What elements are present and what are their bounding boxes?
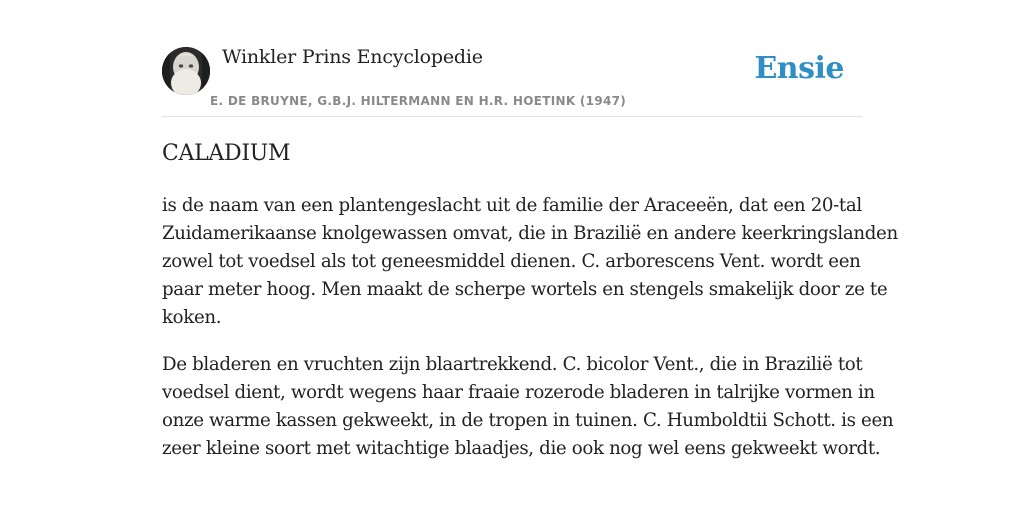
article-paragraph-1	[162, 192, 898, 332]
paragraph-line: De bladeren en vruchten zijn blaartrekkend. C. bicolor Vent., die in Brazilië tot	[162, 354, 863, 375]
brand-logo[interactable]: Ensie	[754, 51, 844, 86]
paragraph-line: is de naam van een plantengeslacht uit de familie der Araceeën, dat een 20-tal	[162, 195, 862, 216]
portrait-avatar-icon	[162, 47, 210, 95]
article-headword: CALADIUM	[162, 141, 291, 166]
paragraph-line: voedsel dient, wordt wegens haar fraaie rozerode bladeren in talrijke vormen in	[162, 382, 875, 403]
paragraph-line: koken.	[162, 307, 222, 328]
paragraph-line: Zuidamerikaanse knolgewassen omvat, die in Brazilië en andere keerkringslanden	[162, 223, 898, 244]
article-paragraph-2	[162, 351, 894, 463]
paragraph-line: zeer kleine soort met witachtige blaadjes, die ook nog wel eens gekweekt wordt.	[162, 438, 881, 459]
paragraph-line: paar meter hoog. Men maakt de scherpe wortels en stengels smakelijk door ze te	[162, 279, 888, 300]
paragraph-line: zowel tot voedsel als tot geneesmiddel dienen. C. arborescens Vent. wordt een	[162, 251, 861, 272]
publication-title[interactable]: Winkler Prins Encyclopedie	[222, 46, 483, 68]
author-avatar[interactable]	[162, 47, 210, 95]
paragraph-line: onze warme kassen gekweekt, in de tropen in tuinen. C. Humboldtii Schott. is een	[162, 410, 894, 431]
header	[162, 44, 862, 117]
authors-line: E. DE BRUYNE, G.B.J. HILTERMANN EN H.R. HOETINK (1947)	[210, 94, 627, 108]
